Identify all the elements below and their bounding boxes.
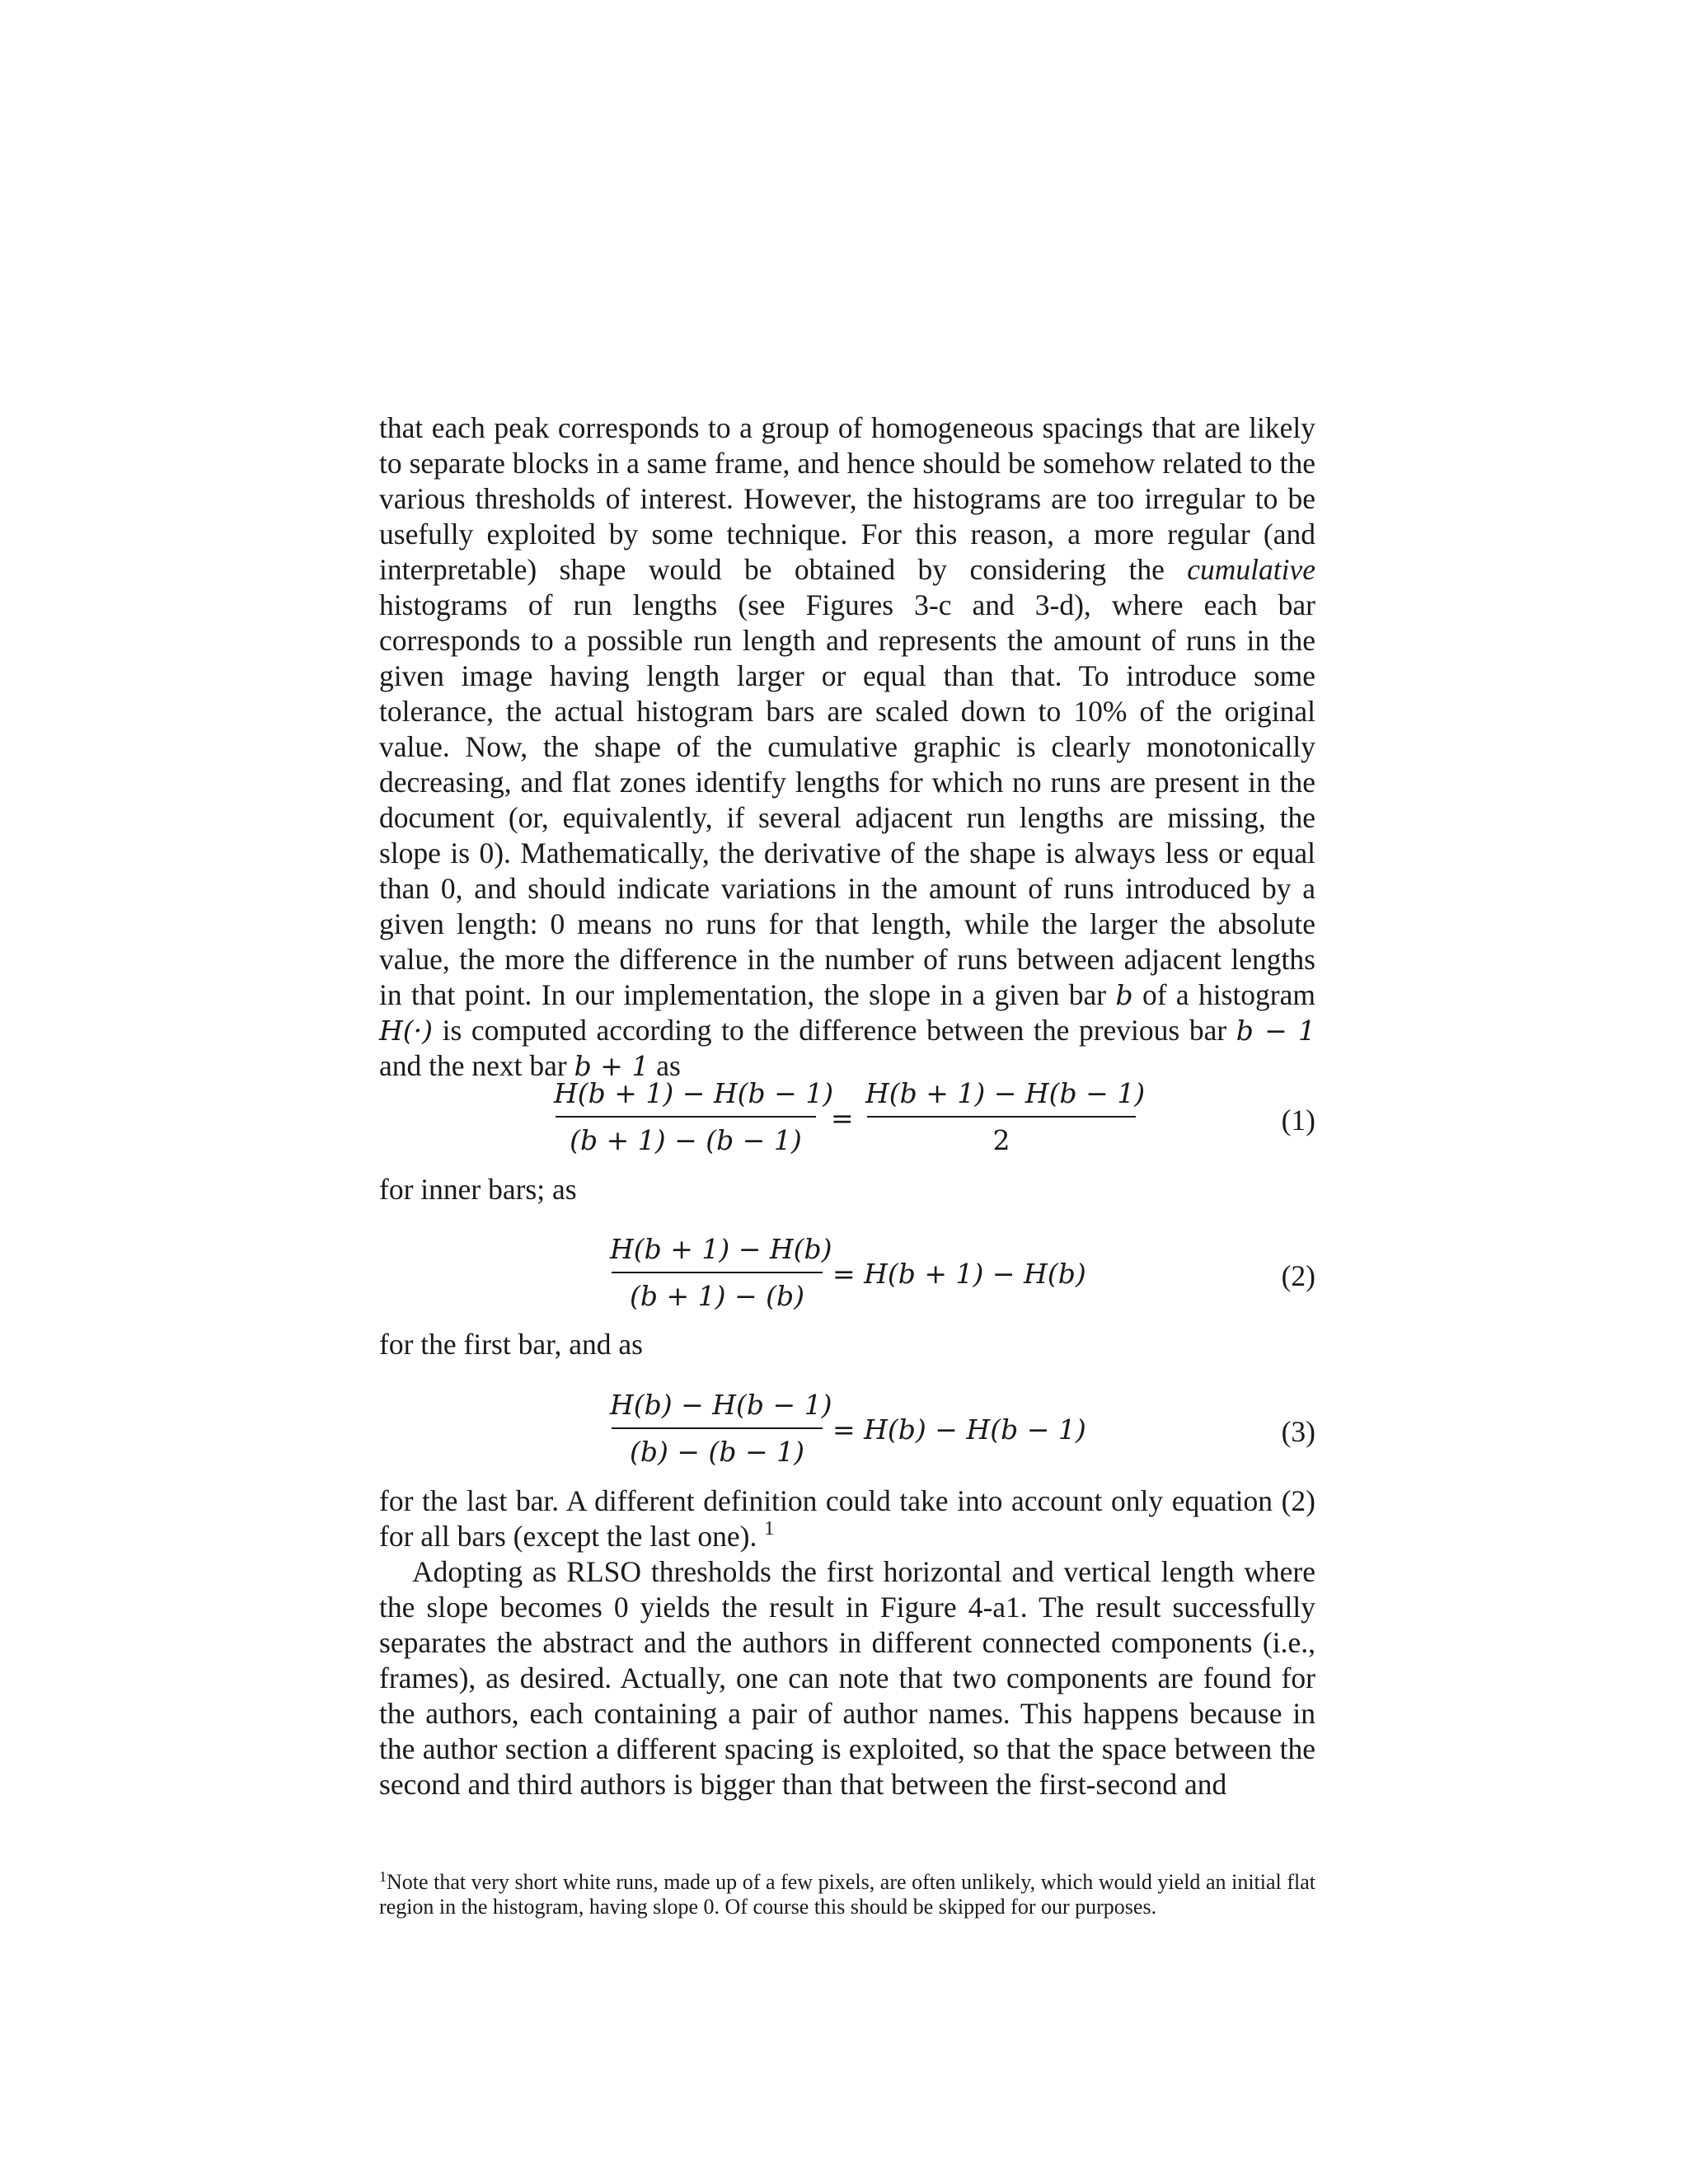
eq1-left-numerator: H(b + 1) − H(b − 1) xyxy=(554,1077,834,1109)
eq3-right-hand-side: = H(b) − H(b − 1) xyxy=(832,1413,1086,1446)
paragraph-1-text-b: histograms of run lengths (see Figures 3-c and 3-d), where each bar corresponds to a possible run length and represents the amount of runs in the given image having length larger or equal than that. To introduce some tolerance, the actual histogram bars are scaled down to 10% of the original value. Now, the shape of the cumulative graphic is clearly monotonically decreasing, and flat zones identify lengths for which no runs are present in the document (or, equivalently, if several adjacent run lengths are missing, the slope is 0). Mathematically, the derivative of the shape is always less or equal than 0, and should indicate variations in the amount of runs introduced by a given length: 0 means no runs for that length, while the larger the absolute value, the more the difference in the number of runs between adjacent lengths in that point. In our implementation, the slope in a given bar xyxy=(379,588,1315,1011)
equation-number-2: (2) xyxy=(1281,1259,1315,1292)
math-var-b: b xyxy=(1115,979,1133,1011)
body-paragraph-3-block xyxy=(379,1554,1315,1802)
eq1-right-fraction xyxy=(865,1076,1146,1158)
text-inner-bars: for inner bars; as xyxy=(379,1173,577,1206)
eq2-right-hand-side: = H(b + 1) − H(b) xyxy=(832,1258,1086,1290)
math-var-b-minus-1: b − 1 xyxy=(1236,1015,1315,1047)
eq2-denominator: (b + 1) − (b) xyxy=(629,1280,804,1312)
eq2-numerator: H(b + 1) − H(b) xyxy=(610,1233,832,1265)
eq1-right-denominator: 2 xyxy=(992,1124,1010,1156)
paragraph-1-text-a: that each peak corresponds to a group of homogeneous spacings that are likely to separate blocks in a same frame, and hence should be somehow related to the various thresholds of interest. However, the histograms are too irregular to be usefully exploited by some technique. For this reason, a more regular (and interpretable) shape would be obtained by considering the xyxy=(379,411,1315,586)
eq2-fraction xyxy=(610,1231,832,1314)
eq1-right-numerator: H(b + 1) − H(b − 1) xyxy=(865,1077,1146,1109)
equation-number-3: (3) xyxy=(1281,1415,1315,1448)
paragraph-1-text-d: is computed according to the difference between the previous bar xyxy=(433,1014,1236,1047)
text-first-bar-block xyxy=(379,1327,1315,1362)
eq3-numerator: H(b) − H(b − 1) xyxy=(610,1389,832,1421)
footnote-reference-mark[interactable]: 1 xyxy=(764,1518,775,1540)
body-paragraph-1-block xyxy=(379,410,1315,1084)
eq1-equals-sign: = xyxy=(831,1102,854,1134)
paragraph-1-text-c: of a histogram xyxy=(1132,978,1316,1011)
body-paragraph-2 xyxy=(379,1483,1315,1554)
body-paragraph-2-block xyxy=(379,1483,1315,1554)
text-first-bar: for the first bar, and as xyxy=(379,1328,643,1361)
body-paragraph-1 xyxy=(379,410,1315,1084)
paragraph-1-text-e: and the next bar xyxy=(379,1049,574,1082)
paragraph-1-text-f: as xyxy=(649,1049,681,1082)
eq1-left-denominator: (b + 1) − (b − 1) xyxy=(570,1124,802,1156)
paragraph-2-text: for the last bar. A different definition could take into account only equation (2) for all bars (except the last one). xyxy=(379,1484,1315,1553)
eq3-denominator: (b) − (b − 1) xyxy=(629,1436,804,1468)
equation-number-1: (1) xyxy=(1281,1104,1315,1137)
paragraph-1-emphasis: cumulative xyxy=(1187,553,1315,586)
text-inner-bars-block xyxy=(379,1172,1315,1207)
body-paragraph-3: Adopting as RLSO thresholds the first horizontal and vertical length where the slope becomes 0 yields the result in Figure 4-a1. The result successfully separates the abstract and the authors in different connected components (i.e., frames), as desired. Actually, one can note that two components are found for the authors, each containing a pair of author names. This happens because in the author section a different spacing is exploited, so that the space between the second and third authors is bigger than that between the first-second and xyxy=(379,1555,1315,1801)
eq3-fraction xyxy=(610,1387,832,1469)
eq1-left-fraction xyxy=(554,1076,834,1158)
footnote xyxy=(379,1864,1315,1919)
math-var-h: H(·) xyxy=(379,1015,434,1047)
footnote-text: Note that very short white runs, made up of a few pixels, are often unlikely, which would yield an initial flat region in the histogram, having slope 0. Of course this should be skipped for our purposes. xyxy=(379,1870,1315,1919)
footnote-mark: 1 xyxy=(379,1868,387,1885)
math-var-b-plus-1: b + 1 xyxy=(574,1050,649,1082)
